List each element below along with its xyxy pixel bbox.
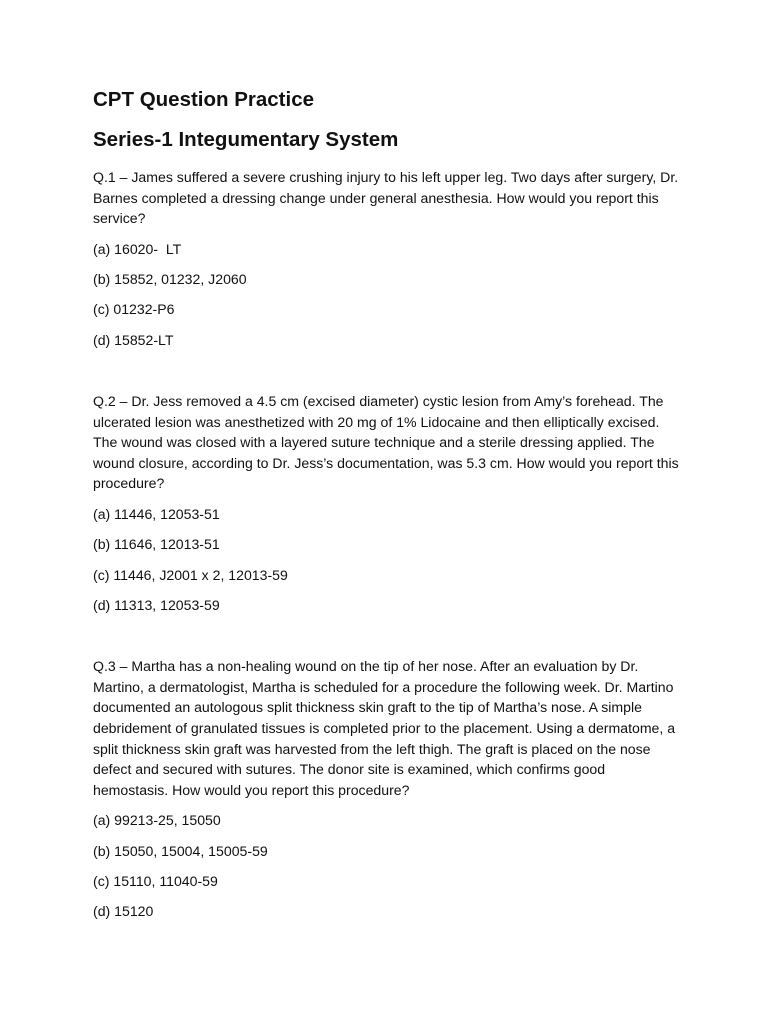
q1-option-b: (b) 15852, 01232, J2060 <box>93 271 247 288</box>
q1-option-c: (c) 01232-P6 <box>93 301 175 318</box>
question-block-3 <box>93 656 683 921</box>
page-subtitle: Series-1 Integumentary System <box>93 128 399 151</box>
q1-option-d: (d) 15852-LT <box>93 331 174 348</box>
spacer <box>93 360 683 391</box>
q2-option-b: (b) 11646, 12013-51 <box>93 536 220 553</box>
question-text-1: Q.1 – James suffered a severe crushing injury to his left upper leg. Two days after surgery, Dr. Barnes completed a dressing change under general anesthesia. How would you report this service? <box>93 169 679 227</box>
q2-option-a: (a) 11446, 12053-51 <box>93 505 220 522</box>
page-title: CPT Question Practice <box>93 88 315 111</box>
question-text-3: Q.3 – Martha has a non-healing wound on the tip of her nose. After an evaluation by Dr. Martino, a dermatologist, Martha is scheduled for a procedure the following week. Dr. Martino documented an autologous split thickness skin graft to the tip of Martha’s nose. A simple debridement of granulated tissues is completed prior to the placement. Using a dermatome, a split thickness skin graft was harvested from the left thigh. The graft is placed on the nose defect and secured with sutures. The donor site is examined, which confirms good hemostasis. How would you report this procedure? <box>93 658 676 798</box>
q2-option-c: (c) 11446, J2001 x 2, 12013-59 <box>93 566 288 583</box>
q1-option-a: (a) 16020- LT <box>93 240 182 257</box>
question-block-1 <box>93 167 683 350</box>
q3-option-b: (b) 15050, 15004, 15005-59 <box>93 842 268 859</box>
q2-option-d: (d) 11313, 12053-59 <box>93 596 220 613</box>
question-text-2: Q.2 – Dr. Jess removed a 4.5 cm (excised diameter) cystic lesion from Amy’s forehead. The ulcerated lesion was anesthetized with 20 mg of 1% Lidocaine and then elliptically excised. The wound was closed with a layered suture technique and a sterile dressing applied. The wound closure, according to Dr. Jess’s documentation, was 5.3 cm. How would you report this procedure? <box>93 392 679 492</box>
document-body <box>93 86 683 931</box>
question-block-2 <box>93 391 683 615</box>
q3-option-c: (c) 15110, 11040-59 <box>93 872 218 889</box>
q3-option-a: (a) 99213-25, 15050 <box>93 812 221 829</box>
q3-option-d: (d) 15120 <box>93 903 154 920</box>
spacer <box>93 625 683 656</box>
